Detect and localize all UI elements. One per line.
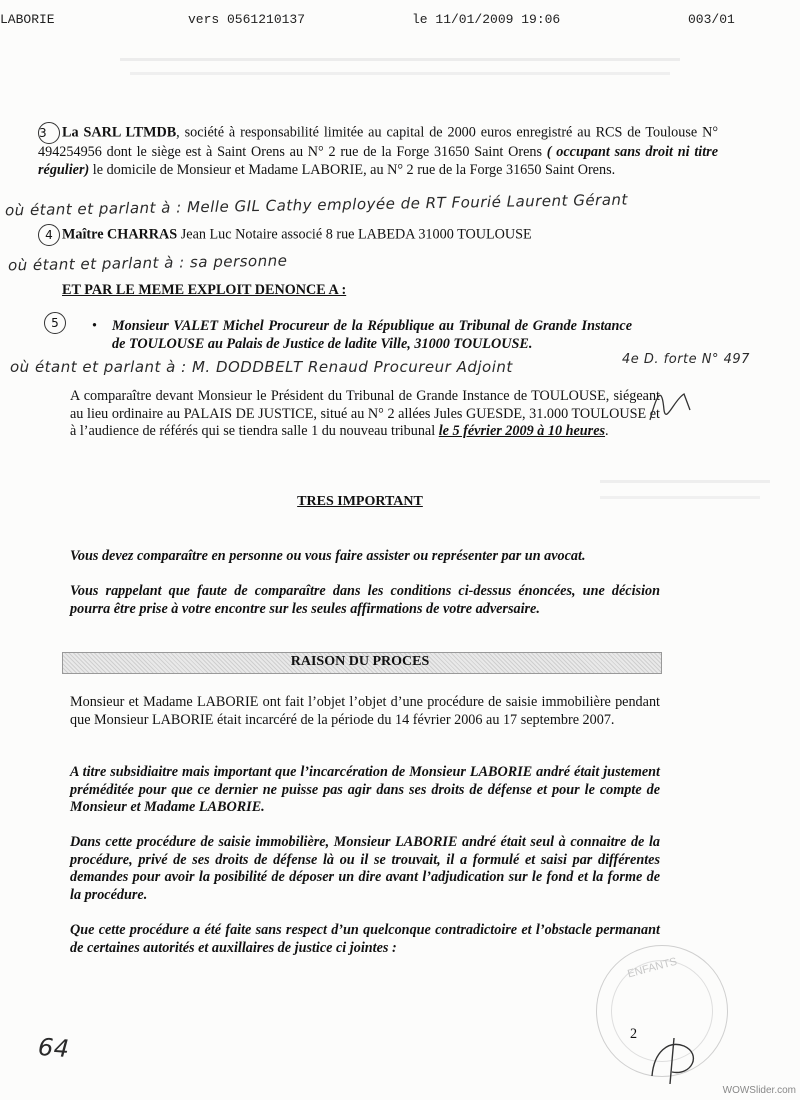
fax-header [0,12,800,32]
handwritten-page-corner: 64 [37,1032,71,1064]
comparaitre-end: . [605,423,609,439]
party4-text: Jean Luc Notaire associé 8 rue LABEDA 31000 TOULOUSE [177,226,532,243]
raison-para-4: Que cette procédure a été faite sans respect d’un quelconque contradictoire et l’obstacle permanant de certaines autorités et auxillaires de justice ci jointes : [70,922,660,956]
stamp-text: ENFANTS [626,955,679,981]
party3-text-italic: ( occupant sans droit ni titre régulier) [38,144,718,178]
raison-para-3: Dans cette procédure de saisie immobilière, Monsieur LABORIE andré était seul à connaitre de la procédure, privé de ses droits de défense là ou il se trouvait, il a formulé et saisi par différentes demandes pour avoir la posibilité de déposer un dire avant l’adjudication sur le fond et la forme de la procédure. [70,834,660,903]
raison-para-2: A titre subsidiaitre mais important que l’incarcération de Monsieur LABORIE andré était justement préméditée pour que ce dernier ne puisse pas agir dans ses droits de défense et pour le compte de Monsieur et Madame LABORIE. [70,764,660,815]
party4-name: Maître CHARRAS [62,226,178,243]
handwritten-note-1: où étant et parlant à : Melle GIL Cathy employée de RT Fourié Laurent Gérant [4,190,628,220]
fax-sender: LABORIE [0,12,55,27]
handwritten-note-2: où étant et parlant à : sa personne [7,251,288,275]
comparaitre-text: A comparaître devant Monsieur le Président du Tribunal de Grande Instance de TOULOUSE, siégeant au lieu ordinaire au PALAIS DE JUSTICE, situé au N° 2 allées Jules GUESDE, 31.000 TOULOUSE et à l’audience de référés qui se tiendra salle 1 du nouveau tribunal [70,388,660,439]
item-number-4: 4 [38,224,60,246]
comparaitre-paragraph [70,388,660,441]
page-number: 2 [630,1026,638,1042]
watermark: WOWSlider.com [722,1085,796,1096]
item-number-5-wrap [44,312,74,334]
party5-bullet: • [92,318,97,334]
party3-text-b: le domicile de Monsieur et Madame LABORIE, au N° 2 rue de la Forge 31650 Saint Orens. [89,161,616,178]
important-para-2: Vous rappelant que faute de comparaître dans les conditions ci-dessus énoncées, une décision pourra être prise à votre encontre sur les seules affirmations de votre adversaire. [70,583,660,617]
signature-mark [640,380,700,428]
raison-title: RAISON DU PROCES [290,654,430,669]
important-title: TRES IMPORTANT [297,494,423,509]
fax-destination: vers 0561210137 [188,12,306,27]
fax-datetime: le 11/01/2009 19:06 [412,12,561,27]
important-para-1: Vous devez comparaître en personne ou vous faire assister ou représenter par un avocat. [70,548,586,564]
party3-name: La SARL LTMDB [62,124,177,141]
raison-para-1: Monsieur et Madame LABORIE ont fait l’objet l’objet d’une procédure de saisie immobilière pendant que Monsieur LABORIE était incarcéré de la période du 14 février 2006 au 17 septembre 2007. [70,694,660,728]
item-number-3: 3 [38,122,60,144]
party3-paragraph [38,122,718,179]
fax-page-count: 003/01 [688,12,735,27]
denonce-title: ET PAR LE MEME EXPLOIT DENONCE A : [62,282,347,298]
handwritten-margin-note: 4e D. forte N° 497 [622,352,750,367]
handwritten-note-3: où étant et parlant à : M. DODDBELT Renaud Procureur Adjoint [10,358,513,376]
item-number-5: 5 [44,312,66,334]
party4-paragraph [38,224,718,246]
party5-text: Monsieur VALET Michel Procureur de la République au Tribunal de Grande Instance de TOULOUSE au Palais de Justice de ladite Ville, 31000 TOULOUSE. [112,318,632,352]
initials-signature [644,1032,714,1088]
party3-text-a: , société à responsabilité limitée au capital de 2000 euros enregistré au RCS de Toulouse N° 494254956 dont le siège est à Saint Orens au N° 2 rue de la Forge 31650 Saint Orens [38,124,718,160]
hearing-date: le 5 février 2009 à 10 heures [438,423,606,439]
